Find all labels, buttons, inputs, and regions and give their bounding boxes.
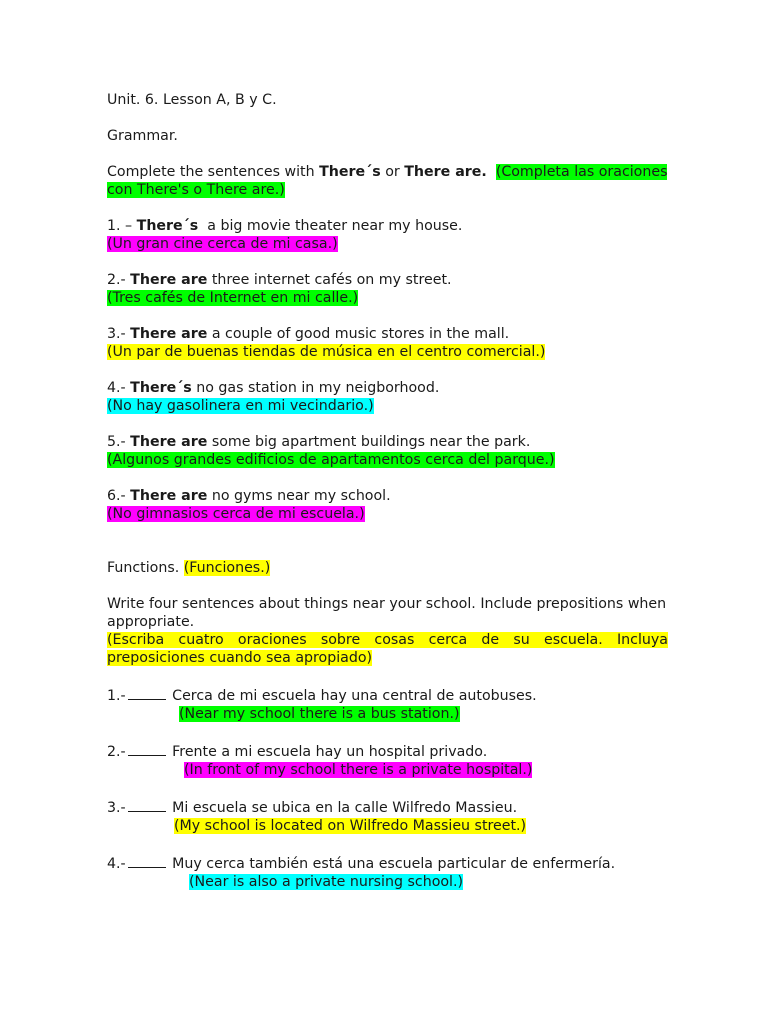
- instruction-or: or: [380, 164, 405, 180]
- item-text: Cerca de mi escuela hay una central de autobuses.: [172, 688, 537, 704]
- grammar-heading: Grammar.: [107, 128, 178, 144]
- item-number: 4.-: [107, 856, 126, 872]
- grammar-translation-line: [107, 289, 668, 307]
- grammar-instruction: [107, 163, 668, 199]
- item-number: 3.-: [107, 800, 126, 816]
- item-translation: (Un gran cine cerca de mi casa.): [107, 236, 338, 252]
- function-item: [107, 741, 668, 779]
- grammar-item: [107, 271, 668, 307]
- grammar-translation-line: [107, 397, 668, 415]
- instruction-gap: [487, 164, 496, 180]
- item-answer: There´s: [136, 218, 199, 234]
- item-rest: three internet cafés on my street.: [207, 272, 452, 288]
- item-translation: (No gimnasios cerca de mi escuela.): [107, 506, 365, 522]
- function-item: [107, 853, 668, 891]
- functions-heading: Functions.: [107, 560, 184, 576]
- grammar-sentence: [107, 379, 668, 397]
- answer-blank: [128, 741, 166, 756]
- item-answer: There are: [130, 272, 208, 288]
- functions-instruction-translation: (Escriba cuatro oraciones sobre cosas cerca de su escuela. Incluya preposiciones cuando sea apropiado): [107, 632, 668, 666]
- item-answer: There are: [130, 434, 208, 450]
- item-translation: (Algunos grandes edificios de apartamentos cerca del parque.): [107, 452, 555, 468]
- instruction-text: Complete the sentences with: [107, 164, 320, 180]
- item-translation: (Near my school there is a bus station.): [179, 706, 460, 722]
- item-translation: (Near is also a private nursing school.): [189, 874, 464, 890]
- item-number: 2.-: [107, 744, 126, 760]
- instruction-bold-theres: There´s: [319, 164, 381, 180]
- item-translation: (In front of my school there is a private hospital.): [184, 762, 533, 778]
- grammar-item: [107, 433, 668, 469]
- item-answer: There are: [130, 326, 208, 342]
- functions-heading-translation: (Funciones.): [183, 560, 271, 576]
- item-number: 3.-: [107, 326, 131, 342]
- item-translation: (No hay gasolinera en mi vecindario.): [107, 398, 374, 414]
- functions-instruction-translation-block: [107, 631, 668, 667]
- item-rest: no gas station in my neigborhood.: [191, 380, 440, 396]
- item-number: 1.-: [107, 688, 126, 704]
- function-sentence: [107, 685, 668, 705]
- functions-heading-line: [107, 559, 668, 577]
- item-answer: There´s: [130, 380, 192, 396]
- item-text: Frente a mi escuela hay un hospital privado.: [172, 744, 488, 760]
- function-translation-line: [107, 817, 668, 835]
- item-translation: (Un par de buenas tiendas de música en el centro comercial.): [107, 344, 546, 360]
- grammar-sentence: [107, 433, 668, 451]
- function-translation-line: [107, 761, 668, 779]
- item-number: 1. –: [107, 218, 137, 234]
- functions-instruction: Write four sentences about things near your school. Include prepositions when appropriate.: [107, 596, 667, 630]
- document-title: Unit. 6. Lesson A, B y C.: [107, 92, 277, 108]
- answer-blank: [128, 685, 166, 700]
- item-number: 4.-: [107, 380, 131, 396]
- grammar-item: [107, 379, 668, 415]
- function-item: [107, 685, 668, 723]
- function-translation-line: [107, 705, 668, 723]
- item-rest: a big movie theater near my house.: [198, 218, 463, 234]
- grammar-sentence: [107, 271, 668, 289]
- function-item: [107, 797, 668, 835]
- answer-blank: [128, 797, 166, 812]
- item-text: Mi escuela se ubica en la calle Wilfredo Massieu.: [172, 800, 518, 816]
- grammar-sentence: [107, 217, 668, 235]
- item-translation: (Tres cafés de Internet en mi calle.): [107, 290, 359, 306]
- item-translation: (My school is located on Wilfredo Massieu street.): [174, 818, 527, 834]
- function-sentence: [107, 797, 668, 817]
- grammar-translation-line: [107, 235, 668, 253]
- grammar-translation-line: [107, 451, 668, 469]
- grammar-sentence: [107, 487, 668, 505]
- function-sentence: [107, 741, 668, 761]
- function-translation-line: [107, 873, 668, 891]
- grammar-item: [107, 217, 668, 253]
- grammar-translation-line: [107, 505, 668, 523]
- instruction-translation: (Completa las oraciones con There's o There are.): [107, 164, 668, 198]
- item-number: 6.-: [107, 488, 131, 504]
- function-sentence: [107, 853, 668, 873]
- item-number: 5.-: [107, 434, 131, 450]
- grammar-item: [107, 487, 668, 523]
- answer-blank: [128, 853, 166, 868]
- instruction-bold-there-are: There are.: [404, 164, 487, 180]
- grammar-item: [107, 325, 668, 361]
- item-rest: no gyms near my school.: [207, 488, 391, 504]
- item-text: Muy cerca también está una escuela particular de enfermería.: [172, 856, 616, 872]
- item-answer: There are: [130, 488, 208, 504]
- grammar-sentence: [107, 325, 668, 343]
- grammar-translation-line: [107, 343, 668, 361]
- item-rest: a couple of good music stores in the mall.: [207, 326, 510, 342]
- item-number: 2.-: [107, 272, 131, 288]
- item-rest: some big apartment buildings near the park.: [207, 434, 531, 450]
